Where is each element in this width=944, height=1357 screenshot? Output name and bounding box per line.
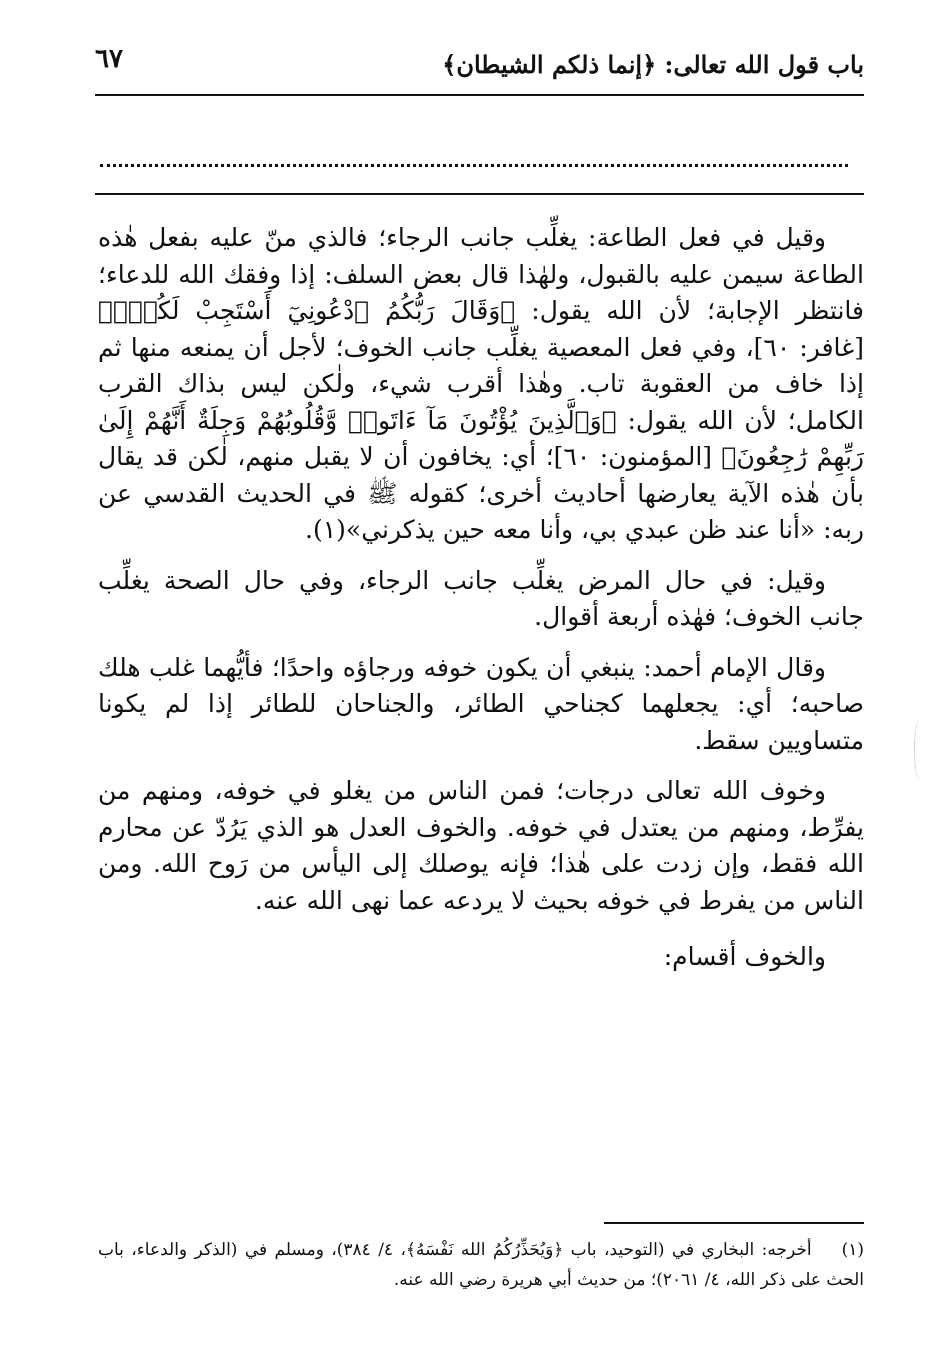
paragraph-sickness-health: وقيل: في حال المرض يغلِّب جانب الرجاء، وفي حال الصحة يغلِّب جانب الخوف؛ فهٰذه أربعة أقوال. [98, 565, 864, 631]
footnote-text: أخرجه: البخاري في (التوحيد، باب ﴿وَيُحَذِّرُكُمُ الله نَفْسَهُ﴾، ٤/ ٣٨٤)، ومسلم في (الذكر والدعاء، باب الحث على ذكر الله، ٤/ ٢٠٦١)؛ من حديث أبي هريرة رضي الله عنه. [98, 1240, 864, 1290]
paragraph-imam-ahmad: وقال الإمام أحمد: ينبغي أن يكون خوفه ورجاؤه واحدًا؛ فأيُّهما غلب هلك صاحبه؛ أي: يجعلهما كجناحي الطائر، والجناحان للطائر إذا لم يكونا متساويين سقط. [98, 652, 864, 755]
paragraph-fear-categories: والخوف أقسام: [663, 942, 826, 971]
paragraph-degrees-of-fear: وخوف الله تعالى درجات؛ فمن الناس من يغلو في خوفه، ومنهم من يفرِّط، ومنهم من يعتدل في خوفه. والخوف العدل هو الذي يَرُدّ عن محارم الله فقط، وإن زدت على هٰذا؛ فإنه يوصلك إلى اليأس من رَوح الله. ومن الناس من يفرط في خوفه بحيث لا يردعه عما نهى الله عنه. [98, 776, 864, 915]
footnote [98, 1235, 864, 1295]
running-title: باب قول الله تعالى: ﴿إنما ذلكم الشيطان﴾ [442, 50, 864, 79]
section-rule [95, 193, 864, 195]
header-rule [95, 94, 864, 96]
main-text [98, 220, 864, 990]
footnote-rule [604, 1222, 864, 1224]
dotted-separator [100, 144, 848, 167]
paragraph-hope-fear-obedience: وقيل في فعل الطاعة: يغلِّب جانب الرجاء؛ فالذي منّ عليه بفعل هٰذه الطاعة سيمن عليه بالقبول، ولهٰذا قال بعض السلف: إذا وفقك الله للدعاء؛ فانتظر الإجابة؛ لأن الله يقول: ﴿وَقَالَ رَبُّكُمُ ٱدْعُونِيٓ أَسْتَجِبْ لَكُمْۚ﴾ [غافر: ٦٠]، وفي فعل المعصية يغلِّب جانب الخوف؛ لأجل أن يمنعه منها ثم إذا خاف من العقوبة تاب. وهٰذا أقرب شيء، ولٰكن ليس بذاك القرب الكامل؛ لأن الله يقول: ﴿وَٱلَّذِينَ يُؤْتُونَ مَآ ءَاتَوا۟ وَّقُلُوبُهُمْ وَجِلَةٌ أَنَّهُمْ إِلَىٰ رَبِّهِمْ رَٰجِعُونَ﴾ [المؤمنون: ٦٠]؛ أي: يخافون أن لا يقبل منهم، لٰكن قد يقال بأن هٰذه الآية يعارضها أحاديث أخرى؛ كقوله ﷺ في الحديث القدسي عن ربه: «أنا عند ظن عبدي بي، وأنا معه حين يذكرني»(١). [98, 223, 864, 544]
page-header [95, 38, 864, 88]
margin-mark [914, 720, 925, 780]
footnote-number: (١) [841, 1240, 864, 1260]
page-number: ٦٧ [95, 44, 123, 74]
